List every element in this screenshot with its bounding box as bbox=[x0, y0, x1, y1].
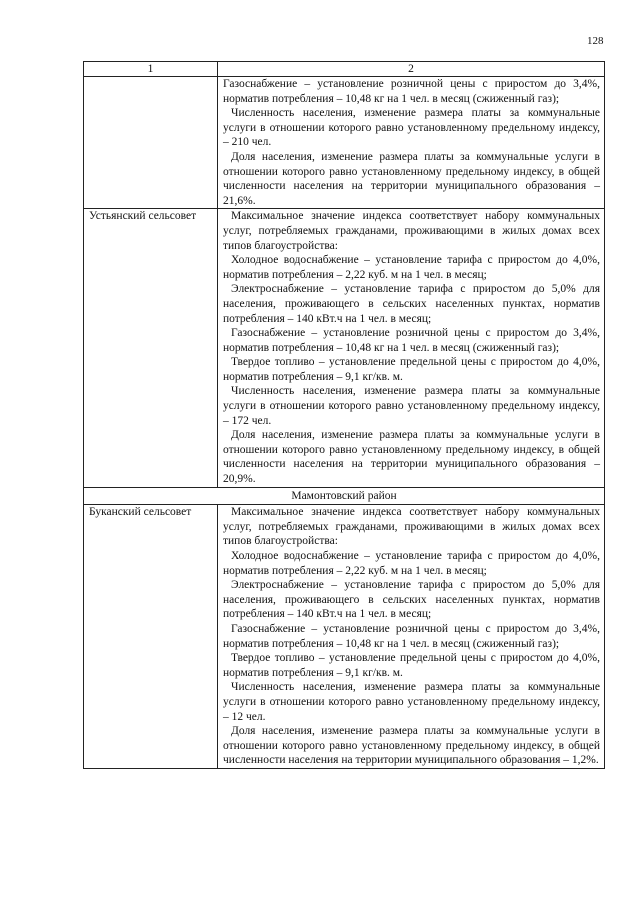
header-col1: 1 bbox=[84, 62, 218, 77]
row-content bbox=[218, 505, 605, 769]
paragraph: Электроснабжение – установление тарифа с приростом до 5,0% для населения, проживающего в сельских населенных пунктах, норматив потребления – 140 кВт.ч на 1 чел. в месяц; bbox=[223, 283, 600, 325]
paragraph: Доля населения, изменение размера платы за коммунальные услуги в отношении которого равно установленному предельному индексу, в общей численности населения на территории муниципального образования – 21,6%. bbox=[223, 150, 600, 207]
paragraph: Электроснабжение – установление тарифа с приростом до 5,0% для населения, проживающего в сельских населенных пунктах, норматив потребления – 140 кВт.ч на 1 чел. в месяц; bbox=[223, 579, 600, 621]
paragraph: Холодное водоснабжение – установление тарифа с приростом до 4,0%, норматив потребления – 2,22 куб. м на 1 чел. в месяц; bbox=[223, 254, 600, 281]
row-content bbox=[218, 77, 605, 209]
paragraph: Доля населения, изменение размера платы за коммунальные услуги в отношении которого равно установленному предельному индексу, в общей численности населения на территории муниципального образования – 1,2%. bbox=[223, 725, 600, 767]
paragraph: Твердое топливо – установление предельной цены с приростом до 4,0%, норматив потребления – 9,1 кг/кв. м. bbox=[223, 356, 600, 383]
table-header-row bbox=[84, 62, 605, 77]
table-row bbox=[84, 77, 605, 209]
paragraph: Твердое топливо – установление предельной цены с приростом до 4,0%, норматив потребления – 9,1 кг/кв. м. bbox=[223, 652, 600, 679]
data-table bbox=[83, 61, 605, 769]
section-row bbox=[84, 487, 605, 505]
paragraph: Численность населения, изменение размера платы за коммунальные услуги в отношении которого равно установленному предельному индексу, – 12 чел. bbox=[223, 681, 600, 723]
row-name: Устьянский сельсовет bbox=[84, 209, 218, 487]
paragraph: Газоснабжение – установление розничной цены с приростом до 3,4%, норматив потребления – 10,48 кг на 1 чел. в месяц (сжиженный газ); bbox=[223, 327, 600, 354]
paragraph: Численность населения, изменение размера платы за коммунальные услуги в отношении которого равно установленному предельному индексу, – 172 чел. bbox=[223, 385, 600, 427]
paragraph: Холодное водоснабжение – установление тарифа с приростом до 4,0%, норматив потребления – 2,22 куб. м на 1 чел. в месяц; bbox=[223, 550, 600, 577]
paragraph: Газоснабжение – установление розничной цены с приростом до 3,4%, норматив потребления – 10,48 кг на 1 чел. в месяц (сжиженный газ); bbox=[223, 622, 600, 650]
paragraph: Максимальное значение индекса соответствует набору коммунальных услуг, потребляемых гражданами, проживающими в жилых домах всех типов благоустройства: bbox=[223, 506, 600, 548]
table-row bbox=[84, 505, 605, 769]
header-col2: 2 bbox=[218, 62, 605, 77]
paragraph: Максимальное значение индекса соответствует набору коммунальных услуг, потребляемых гражданами, проживающими в жилых домах всех типов благоустройства: bbox=[223, 210, 600, 252]
paragraph: Численность населения, изменение размера платы за коммунальные услуги в отношении которого равно установленному предельному индексу, – 210 чел. bbox=[223, 107, 600, 149]
table-row bbox=[84, 209, 605, 487]
section-title: Мамонтовский район bbox=[84, 487, 605, 505]
row-content bbox=[218, 209, 605, 487]
paragraph: Газоснабжение – установление розничной цены с приростом до 3,4%, норматив потребления – 10,48 кг на 1 чел. в месяц (сжиженный газ); bbox=[223, 78, 600, 105]
row-name bbox=[84, 77, 218, 209]
paragraph: Доля населения, изменение размера платы за коммунальные услуги в отношении которого равно установленному предельному индексу, в общей численности населения на территории муниципального образования – 20,9%. bbox=[223, 429, 600, 486]
page-number: 128 bbox=[587, 35, 604, 47]
row-name: Буканский сельсовет bbox=[84, 505, 218, 769]
